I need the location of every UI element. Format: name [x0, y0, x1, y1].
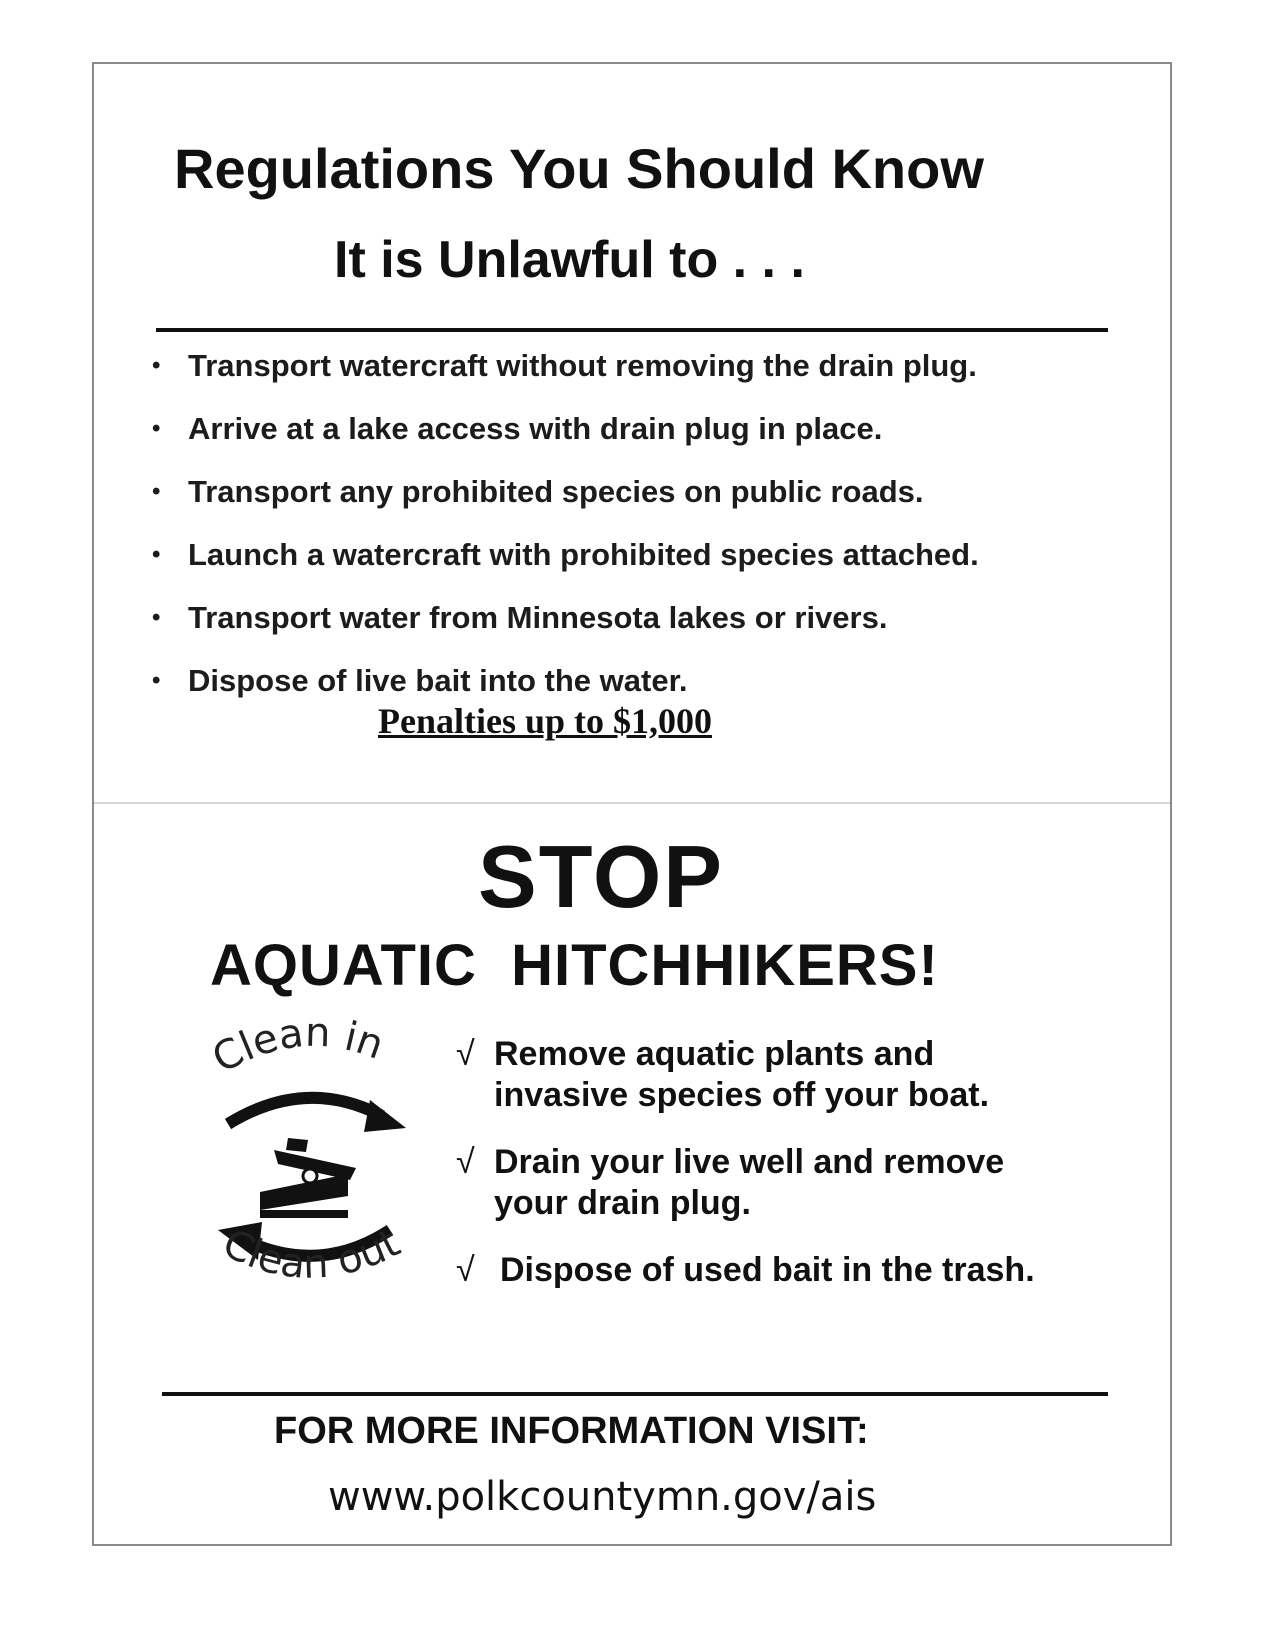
bullet-icon: • [152, 541, 161, 568]
list-item [152, 523, 979, 586]
checklist-line: Dispose of used bait in the trash. [500, 1251, 1035, 1289]
regulations-card [92, 62, 1172, 1546]
hitchhikers-heading: AQUATIC HITCHHIKERS! [210, 933, 939, 998]
rule-text: Transport any prohibited species on public roads. [188, 474, 924, 509]
list-item [152, 586, 979, 649]
stop-heading: STOP [478, 827, 725, 926]
checklist-item [456, 1142, 1035, 1224]
checklist-line: Remove aquatic plants and [494, 1035, 935, 1073]
bullet-icon: • [152, 478, 161, 505]
unlawful-list [152, 334, 979, 712]
list-item [152, 460, 979, 523]
checklist [456, 1034, 1035, 1317]
info-url-link[interactable]: www.polkcountymn.gov/ais [328, 1474, 877, 1520]
bullet-icon: • [152, 415, 161, 442]
clean-in-clean-out-logo [210, 1014, 420, 1304]
clean-cycle-icon [210, 1014, 420, 1304]
bullet-icon: • [152, 604, 161, 631]
list-item [152, 397, 979, 460]
more-info-label: FOR MORE INFORMATION VISIT: [274, 1410, 869, 1452]
regulations-title: Regulations You Should Know [174, 137, 984, 200]
checkmark-icon: √ [456, 1143, 475, 1181]
top-rule-divider [156, 328, 1108, 332]
bottom-rule-divider [162, 1392, 1108, 1396]
clean-out-text: Clean out [215, 1219, 408, 1288]
bullet-icon: • [152, 352, 161, 379]
checkmark-icon: √ [456, 1035, 475, 1073]
penalty-notice: Penalties up to $1,000 [378, 701, 713, 741]
unlawful-subtitle: It is Unlawful to . . . [334, 231, 805, 289]
rule-text: Dispose of live bait into the water. [188, 663, 688, 698]
checklist-item [456, 1250, 1035, 1291]
checklist-line: your drain plug. [494, 1184, 751, 1222]
clean-in-text: lean in [233, 1014, 390, 1071]
rule-text: Arrive at a lake access with drain plug in place. [188, 411, 883, 446]
rule-text: Transport watercraft without removing the drain plug. [188, 348, 977, 383]
boat-on-trailer-icon [260, 1138, 356, 1218]
bullet-icon: • [152, 667, 161, 694]
rule-text: Transport water from Minnesota lakes or rivers. [188, 600, 888, 635]
checklist-line: Drain your live well and remove [494, 1143, 1005, 1181]
section-divider [94, 802, 1170, 804]
checklist-line: invasive species off your boat. [494, 1076, 990, 1114]
rule-text: Launch a watercraft with prohibited species attached. [188, 537, 979, 572]
list-item [152, 334, 979, 397]
checkmark-icon: √ [456, 1251, 475, 1289]
checklist-item [456, 1034, 1035, 1116]
